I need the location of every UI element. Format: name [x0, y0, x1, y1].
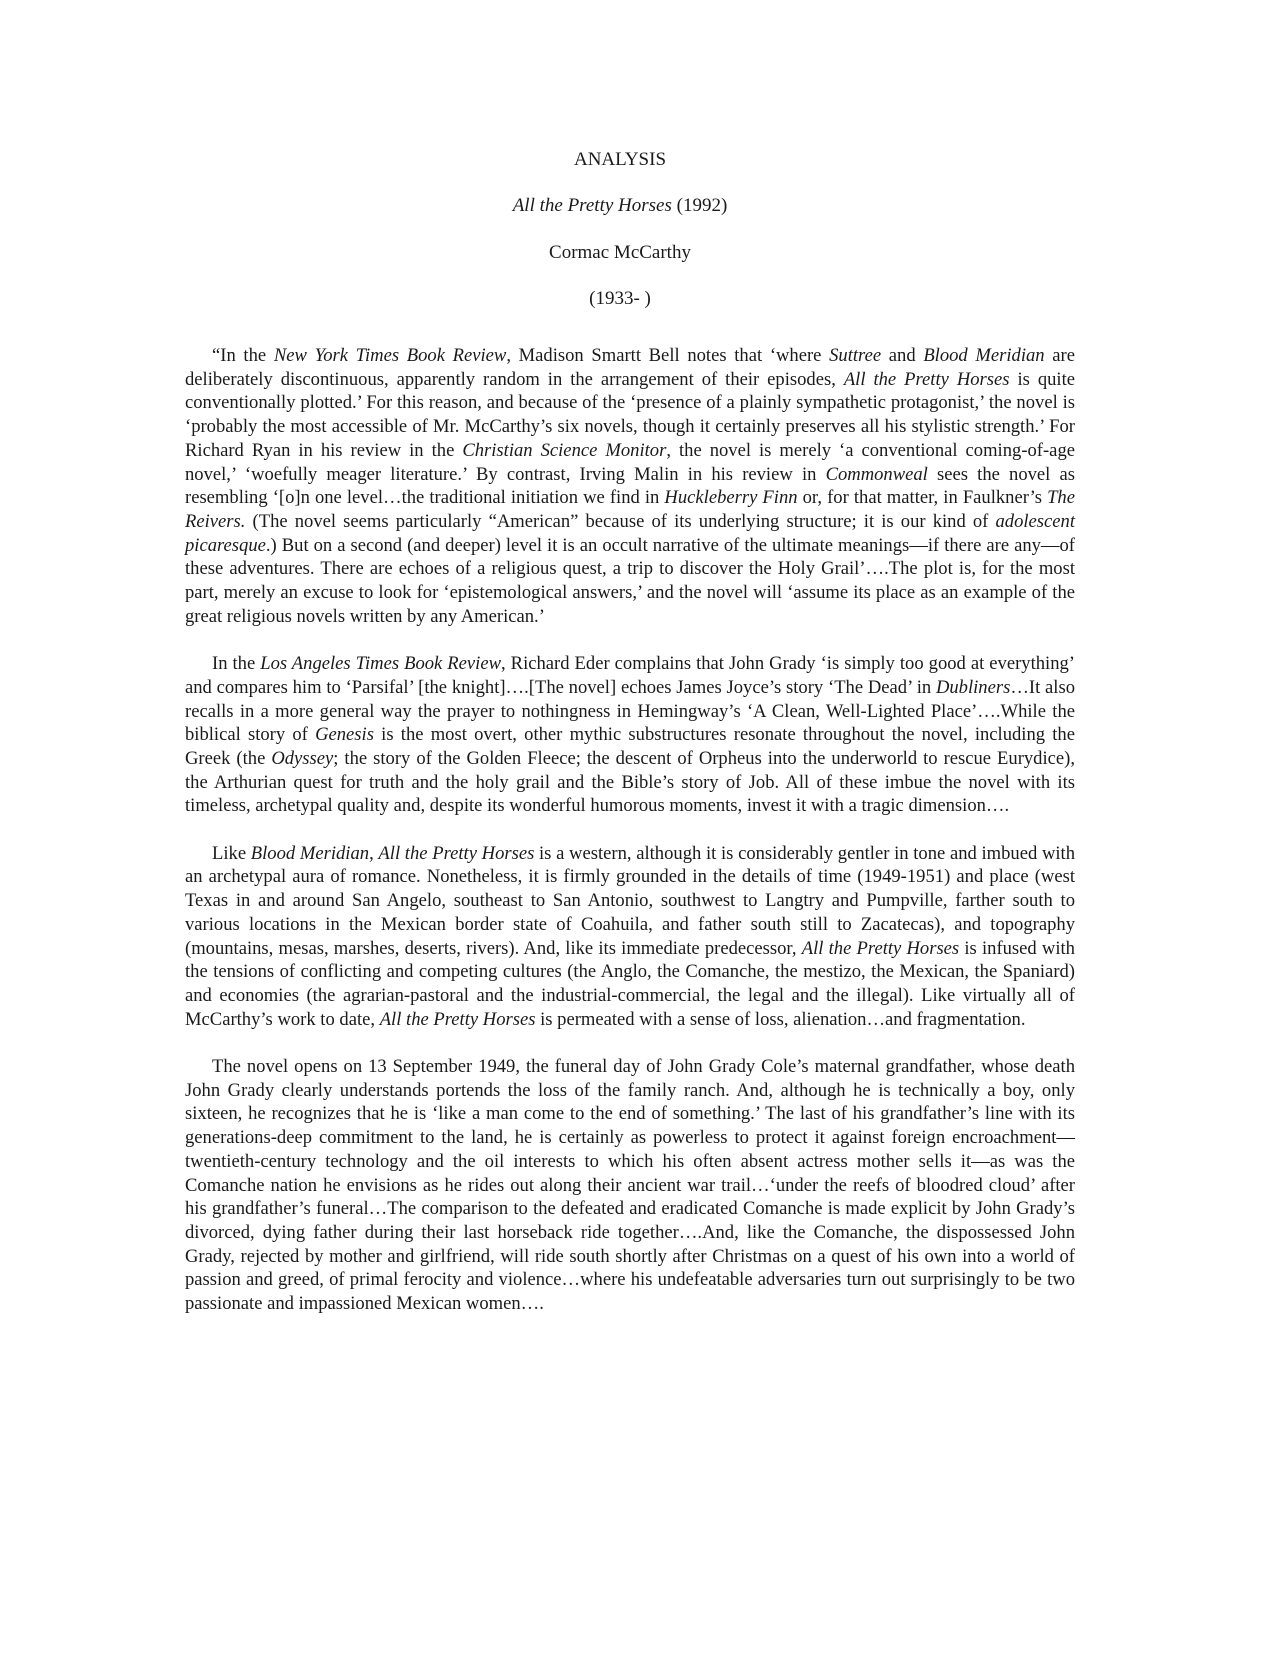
paragraph-text: ,: [369, 842, 379, 864]
work-title-line: [0, 194, 1240, 218]
italic-title-text: The Reivers.: [185, 487, 1075, 532]
paragraph-text: is a western, although it is considerably gentler in tone and imbued with an archetypal aura of romance. Nonetheless, it is firmly grounded in the details of time (1949-1951) and place (west Texas in and around San Angelo, southeast to San Antonio, southwest to Langtry and Pumpville, farther south to various locations in the Mexican border state of Coahuila, and father south still to Zacatecas), and topography (mountains, mesas, marshes, deserts, rivers). And, like its immediate predecessor,: [185, 842, 1075, 959]
paragraph-text: is quite conventionally plotted.’ For this reason, and because of the ‘presence of a plainly sympathetic protagonist,’ the novel is ‘probably the most accessible of Mr. McCarthy’s six novels, though it certainly preserves all his stylistic strength.’ For Richard Ryan in his review in the: [185, 368, 1075, 461]
paragraph-text: is infused with the tensions of conflicting and competing cultures (the Anglo, the Comanche, the mestizo, the Mexican, the Spaniard) and economies (the agrarian-pastoral and the industrial-commercial, the legal and the illegal). Like virtually all of McCarthy’s work to date,: [185, 937, 1075, 1030]
italic-title-text: Odyssey: [271, 747, 334, 769]
paragraph-text: (The novel seems particularly “American” because of its underlying structure; it is our kind of: [245, 510, 996, 532]
paragraph-text: , the novel is merely ‘a conventional coming-of-age novel,’ ‘woefully meager literature.’ By contrast, Irving Malin in his review in: [185, 439, 1075, 485]
italic-title-text: All the Pretty Horses: [801, 937, 960, 959]
body-paragraph: [185, 842, 1075, 1032]
paragraph-text: In the: [212, 653, 261, 675]
italic-title-text: All the Pretty Horses: [843, 368, 1010, 390]
paragraph-text: ; the story of the Golden Fleece; the descent of Orpheus into the underworld to rescue Eurydice), the Arthurian quest for truth and the holy grail and the Bible’s story of Job. All of these imbue the novel with its timeless, archetypal quality and, despite its wonderful humorous moments, invest it with a tragic dimension….: [185, 747, 1075, 817]
work-title: All the Pretty Horses: [512, 195, 672, 216]
paragraph-text: .) But on a second (and deeper) level it is an occult narrative of the ultimate meanings—if there are any—of these adventures. There are echoes of a religious quest, a trip to discover the Holy Grail’….The plot is, for the most part, merely an excuse to look for ‘epistemological answers,’ and the novel will ‘assume its place as an example of the great religious novels written by any American.’: [185, 534, 1075, 627]
paragraph-text: is permeated with a sense of loss, alienation…and fragmentation.: [535, 1008, 1026, 1030]
italic-title-text: adolescent picaresque: [185, 510, 1075, 556]
italic-title-text: Genesis: [315, 724, 374, 746]
paragraph-text: sees the novel as resembling ‘[o]n one level…the traditional initiation we find in: [185, 463, 1075, 509]
body-paragraph: [185, 652, 1075, 818]
paragraph-text: “In the: [212, 345, 274, 366]
italic-title-text: All the Pretty Horses: [379, 1008, 536, 1030]
body-paragraph: [185, 1055, 1075, 1316]
paragraph-text: are deliberately discontinuous, apparently random in the arrangement of their episodes,: [185, 345, 1075, 390]
paragraph-text: The novel opens on 13 September 1949, the funeral day of John Grady Cole’s maternal grandfather, whose death John Grady clearly understands portends the loss of the family ranch. And, although he is technically a boy, only sixteen, he recognizes that he is ‘like a man come to the end of something.’ The last of his grandfather’s line with its generations-deep commitment to the land, he is certainly as powerless to protect it against foreign encroachment—twentieth-century technology and the oil interests to which his often absent actress mother sells it—as was the Comanche nation he envisions as he rides out along their ancient war trail…‘under the reefs of bloodred cloud’ after his grandfather’s funeral…The comparison to the defeated and eradicated Comanche is made explicit by John Grady’s divorced, dying father during their last horseback ride together….And, like the Comanche, the dispossessed John Grady, rejected by mother and girlfriend, will ride south shortly after Christmas on a quest of his own into a world of passion and greed, of primal ferocity and violence…where his undefeatable adversaries turn out surprisingly to be two passionate and impassioned Mexican women….: [185, 1056, 1075, 1315]
paragraph-text: Like: [212, 842, 251, 864]
author-name: Cormac McCarthy: [549, 242, 691, 263]
italic-title-text: All the Pretty Horses: [378, 842, 535, 864]
italic-title-text: Dubliners: [935, 676, 1011, 698]
paragraph-text: is the most overt, other mythic substructures resonate throughout the novel, including the Greek (the: [185, 724, 1075, 769]
body-paragraph: [185, 344, 1075, 628]
italic-title-text: Blood Meridian: [923, 345, 1045, 366]
italic-title-text: Blood Meridian: [250, 842, 370, 864]
author-dates: (1933- ): [589, 288, 651, 309]
paragraph-text: , Richard Eder complains that John Grady ‘is simply too good at everything’ and compares him to ‘Parsifal’ [the knight]….[The novel] echoes James Joyce’s story ‘The Dead’ in: [185, 653, 1075, 698]
italic-title-text: Christian Science Monitor: [462, 439, 667, 461]
italic-title-text: Suttree: [829, 345, 882, 366]
work-year: (1992): [676, 195, 728, 216]
italic-title-text: New York Times Book Review: [273, 345, 507, 366]
paragraph-text: or, for that matter, in Faulkner’s: [797, 487, 1048, 509]
italic-title-text: Los Angeles Times Book Review: [260, 653, 501, 675]
paragraph-text: …It also recalls in a more general way the prayer to nothingness in Hemingway’s ‘A Clean, Well-Lighted Place’….While the biblical story of: [185, 676, 1075, 746]
paragraph-text: , Madison Smartt Bell notes that ‘where: [506, 345, 830, 366]
paragraph-text: and: [881, 345, 924, 366]
section-label: ANALYSIS: [573, 149, 667, 170]
italic-title-text: Commonweal: [825, 463, 928, 485]
italic-title-text: Huckleberry Finn: [664, 487, 798, 509]
analysis-body: [185, 344, 1075, 1339]
